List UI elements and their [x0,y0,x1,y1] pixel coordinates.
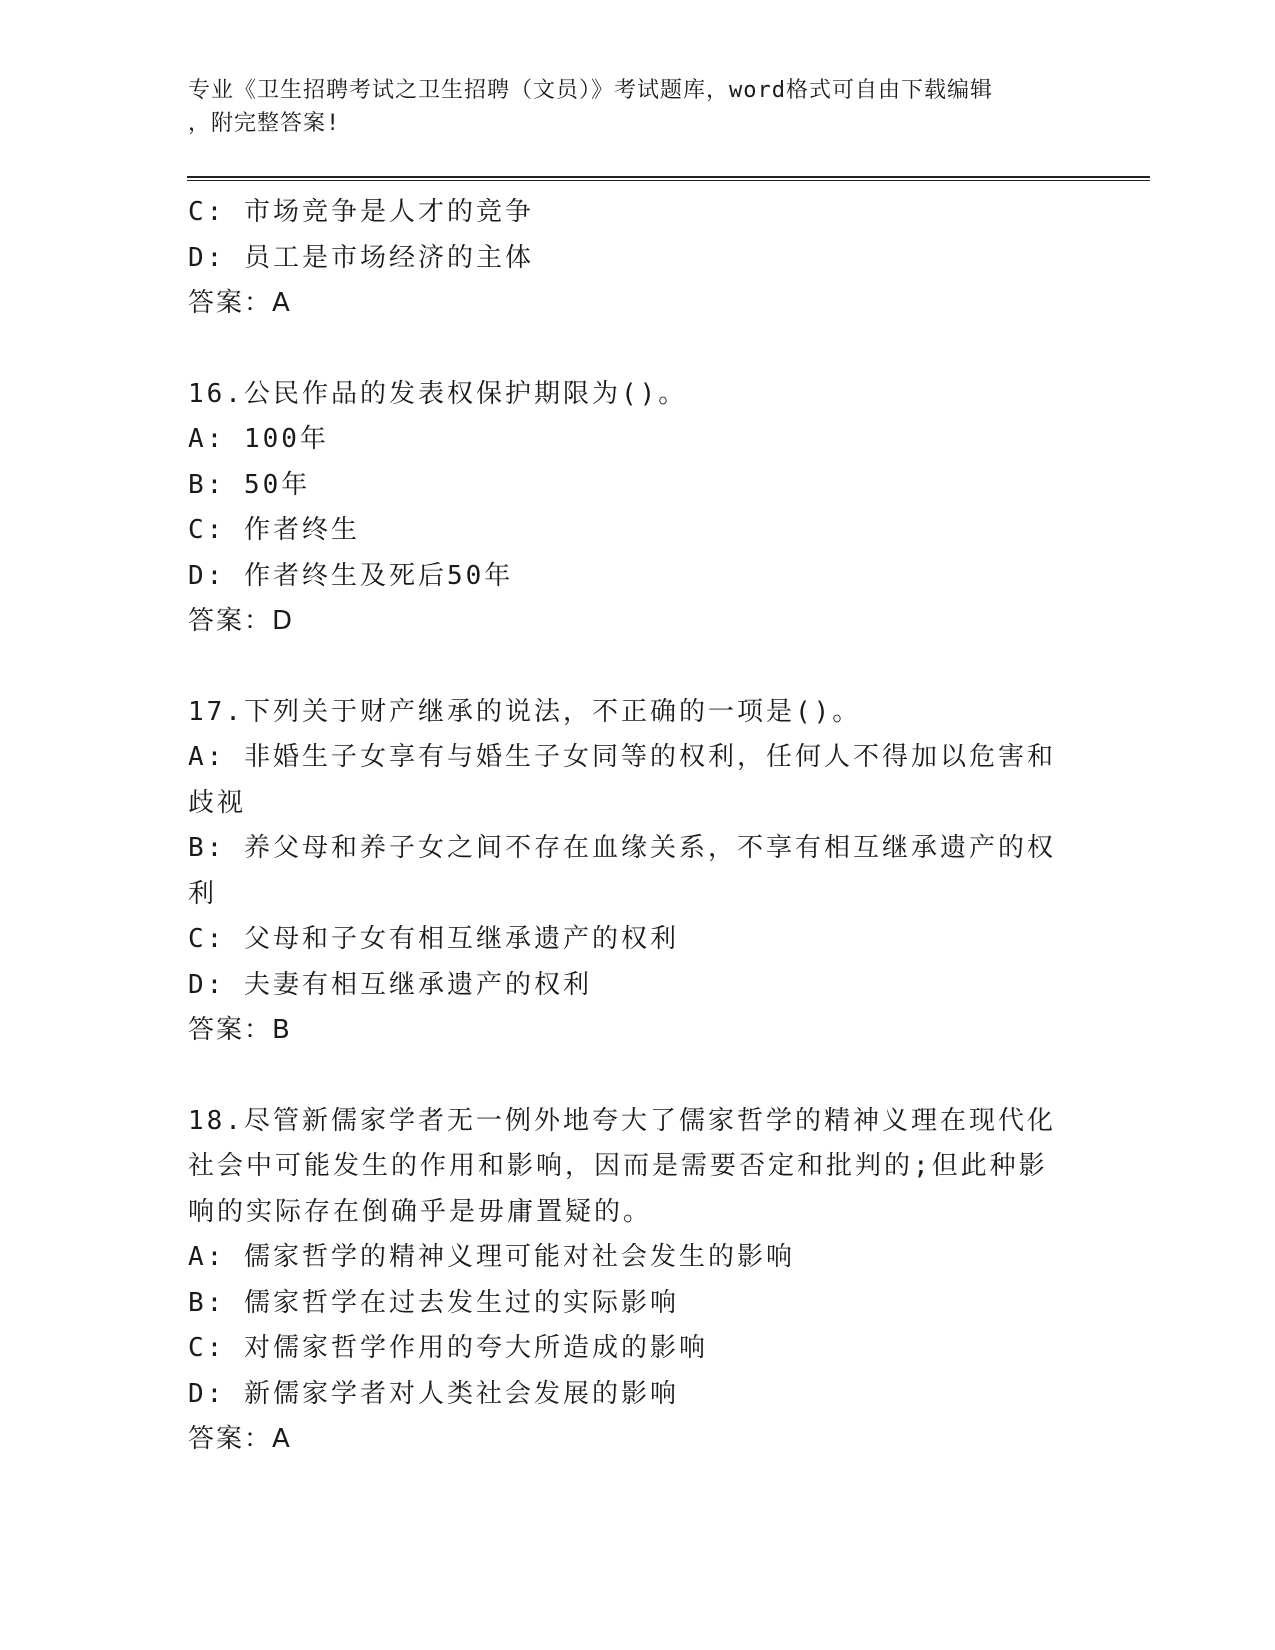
answer-label: 答案：A [188,1424,292,1454]
question-stem: 17.下列关于财产继承的说法，不正确的一项是()。 [188,696,862,727]
answer-label: 答案：B [188,1015,292,1045]
option-a: A: 非婚生子女享有与婚生子女同等的权利，任何人不得加以危害和歧视 [188,742,1056,818]
option-b: B: 养父母和养子女之间不存在血缘关系，不享有相互继承遗产的权利 [188,833,1056,909]
question-list [188,190,1068,1463]
answer-label: 答案：A [188,288,292,318]
question-18 [188,1099,1068,1463]
question-15-tail [188,190,1068,327]
document-header [188,74,1068,140]
header-title: 专业《卫生招聘考试之卫生招聘（文员）》考试题库，word格式可自由下载编辑 [188,78,993,103]
option-c: C: 作者终生 [188,515,360,545]
option-a: A: 儒家哲学的精神义理可能对社会发生的影响 [188,1242,795,1272]
option-b: B: 50年 [188,469,311,500]
header-subtitle: ，附完整答案! [188,111,341,136]
spacer [188,1054,1068,1099]
option-a: A: 100年 [188,424,329,454]
question-17 [188,690,1068,1054]
header-divider [187,176,1150,181]
option-d: D: 新儒家学者对人类社会发展的影响 [188,1378,679,1409]
option-d: D: 作者终生及死后50年 [188,560,514,591]
option-d: D: 夫妻有相互继承遗产的权利 [188,969,592,1000]
option-b: B: 儒家哲学在过去发生过的实际影响 [188,1287,679,1318]
question-16 [188,372,1068,645]
option-d: D: 员工是市场经济的主体 [188,242,534,273]
answer-label: 答案：D [188,606,295,636]
option-c: C: 对儒家哲学作用的夸大所造成的影响 [188,1333,708,1363]
question-stem: 16.公民作品的发表权保护期限为()。 [188,378,688,409]
option-c: C: 市场竞争是人才的竞争 [188,197,534,227]
question-stem: 18.尽管新儒家学者无一例外地夸大了儒家哲学的精神义理在现代化社会中可能发生的作用和影响，因而是需要否定和批判的;但此种影响的实际存在倒确乎是毋庸置疑的。 [188,1105,1056,1227]
spacer [188,645,1068,690]
spacer [188,327,1068,372]
option-c: C: 父母和子女有相互继承遗产的权利 [188,924,679,954]
